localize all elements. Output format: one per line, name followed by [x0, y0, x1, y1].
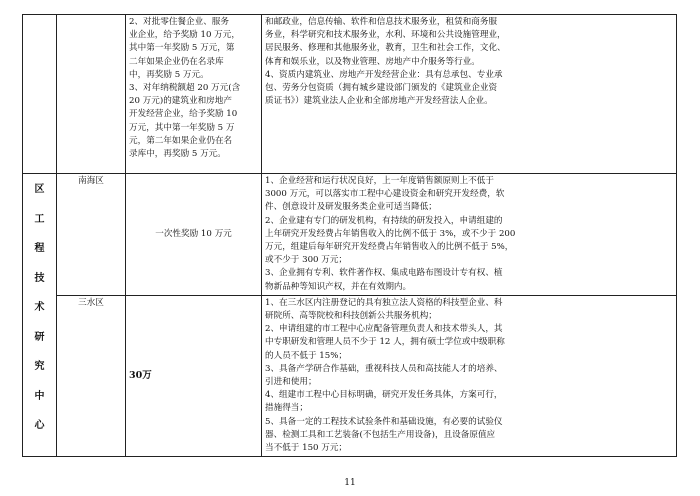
condition-line: 包、劳务分包资质（拥有城乡建设部门颁发的《建筑业企业资	[265, 83, 498, 94]
condition-line: 件、创意设计及研发服务类企业可适当降低；	[265, 202, 437, 213]
district-cell-sanshui	[57, 295, 126, 456]
reward-text: 30万	[129, 369, 152, 381]
condition-line: 研院所、高等院校和科技创新公共服务机构；	[265, 311, 437, 322]
condition-cell-sanshui	[262, 295, 677, 456]
condition-line: 中专职研发和管理人员不少于 12 人，拥有硕士学位或中级职称	[265, 337, 505, 348]
reward-line: 二年如果企业仍在名录库	[129, 56, 224, 67]
continued-reward-cell	[126, 15, 262, 174]
reward-line: 开发经营企业，给予奖励 10	[129, 109, 238, 120]
condition-line: 3、企业拥有专利、软件著作权、集成电路布图设计专有权、植	[265, 268, 503, 279]
condition-line: 4、组建市工程中心目标明确，研究开发任务具体，方案可行，	[265, 390, 503, 401]
reward-cell-nanhai	[126, 174, 262, 296]
category-cell	[23, 174, 57, 457]
condition-line: 2、申请组建的市工程中心应配备管理负责人和技术带头人，其	[265, 324, 503, 335]
reward-line: 2、对批零住餐企业、服务	[129, 17, 229, 27]
table-row-continued	[23, 15, 677, 174]
reward-line: 20 万元)的建筑业和房地产	[129, 96, 232, 107]
condition-line: 当不低于 150 万元；	[265, 443, 348, 454]
reward-cell-sanshui	[126, 295, 262, 456]
condition-line: 和邮政业，信息传输、软件和信息技术服务业，租赁和商务服	[265, 17, 498, 27]
condition-cell-nanhai	[262, 174, 677, 296]
condition-line: 物新品种等知识产权，并在有效期内。	[265, 281, 412, 292]
district-name: 三水区	[78, 297, 104, 308]
district-name: 南海区	[78, 176, 104, 186]
reward-line: 3、对年纳税额超 20 万元(含	[129, 83, 241, 94]
condition-line: 或不少于 300 万元；	[265, 255, 348, 266]
category-char: 程	[34, 243, 45, 254]
category-char: 技	[34, 272, 45, 284]
category-char: 区	[34, 184, 45, 195]
page-number: 11	[344, 478, 356, 488]
reward-line: 其中第一年奖励 5 万元，第	[129, 43, 235, 54]
condition-line: 的人员不低于 15%；	[265, 350, 347, 361]
continued-district-cell	[57, 15, 126, 174]
district-cell-nanhai	[57, 174, 126, 296]
table-row-nanhai	[23, 174, 677, 296]
condition-line: 2、企业建有专门的研发机构，有持续的研发投入，申请组建的	[265, 215, 503, 226]
condition-line: 1、在三水区内注册登记的具有独立法人资格的科技型企业、科	[265, 297, 503, 308]
condition-line: 3、具备产学研合作基础，重视科技人员和高技能人才的培养、	[265, 363, 503, 374]
condition-line: 质证书》）建筑业法人企业和全部房地产开发经营法人企业。	[265, 96, 493, 107]
reward-line: 万元，其中第一年奖励 5 万	[129, 122, 235, 133]
category-char: 究	[34, 361, 45, 372]
condition-line: 体育和娱乐业，以及物业管理、房地产中介服务等行业。	[265, 56, 480, 67]
condition-line: 措施得当；	[265, 403, 308, 414]
condition-line: 务业，科学研究和技术服务业，水利、环境和公共设施管理业，	[265, 30, 506, 41]
continued-condition-cell	[262, 15, 677, 174]
condition-line: 4、资质内建筑业、房地产开发经营企业：具有总承包、专业承	[265, 69, 503, 80]
reward-line: 业企业，给予奖励 10 万元，	[129, 30, 240, 41]
category-char: 中	[34, 390, 45, 402]
condition-line: 1、企业经营和运行状况良好，上一年度销售额原则上不低于	[265, 176, 494, 186]
policy-table	[22, 14, 677, 457]
reward-text: 一次性奖励 10 万元	[155, 228, 232, 239]
condition-line: 5、具备一定的工程技术试验条件和基础设施，有必要的试验仪	[265, 416, 503, 427]
table-row-sanshui	[23, 295, 677, 456]
condition-line: 器、检测工具和工艺装备(不包括生产用设备)，且设备原值应	[265, 429, 496, 440]
condition-line: 万元，组建后每年研究开发经费占年销售收入的比例不低于 5%，	[265, 242, 514, 253]
continued-category-cell	[23, 15, 57, 174]
category-char: 工	[34, 213, 45, 225]
condition-line: 上年研究开发经费占年销售收入的比例不低于 3%，或不少于 200	[265, 228, 516, 239]
condition-line: 居民服务、修理和其他服务业，教育，卫生和社会工作，文化、	[265, 43, 506, 54]
reward-line: 中，再奖励 5 万元。	[129, 69, 209, 80]
reward-line: 录库中，再奖励 5 万元。	[129, 149, 226, 160]
condition-line: 3000 万元，可以落实市工程中心建设资金和研究开发经费，软	[265, 189, 505, 200]
category-char: 研	[34, 331, 45, 343]
category-char: 术	[34, 302, 45, 313]
category-char: 心	[34, 420, 45, 431]
reward-line: 元，第二年如果企业仍在名	[129, 135, 233, 146]
condition-line: 引进和使用；	[265, 377, 317, 388]
